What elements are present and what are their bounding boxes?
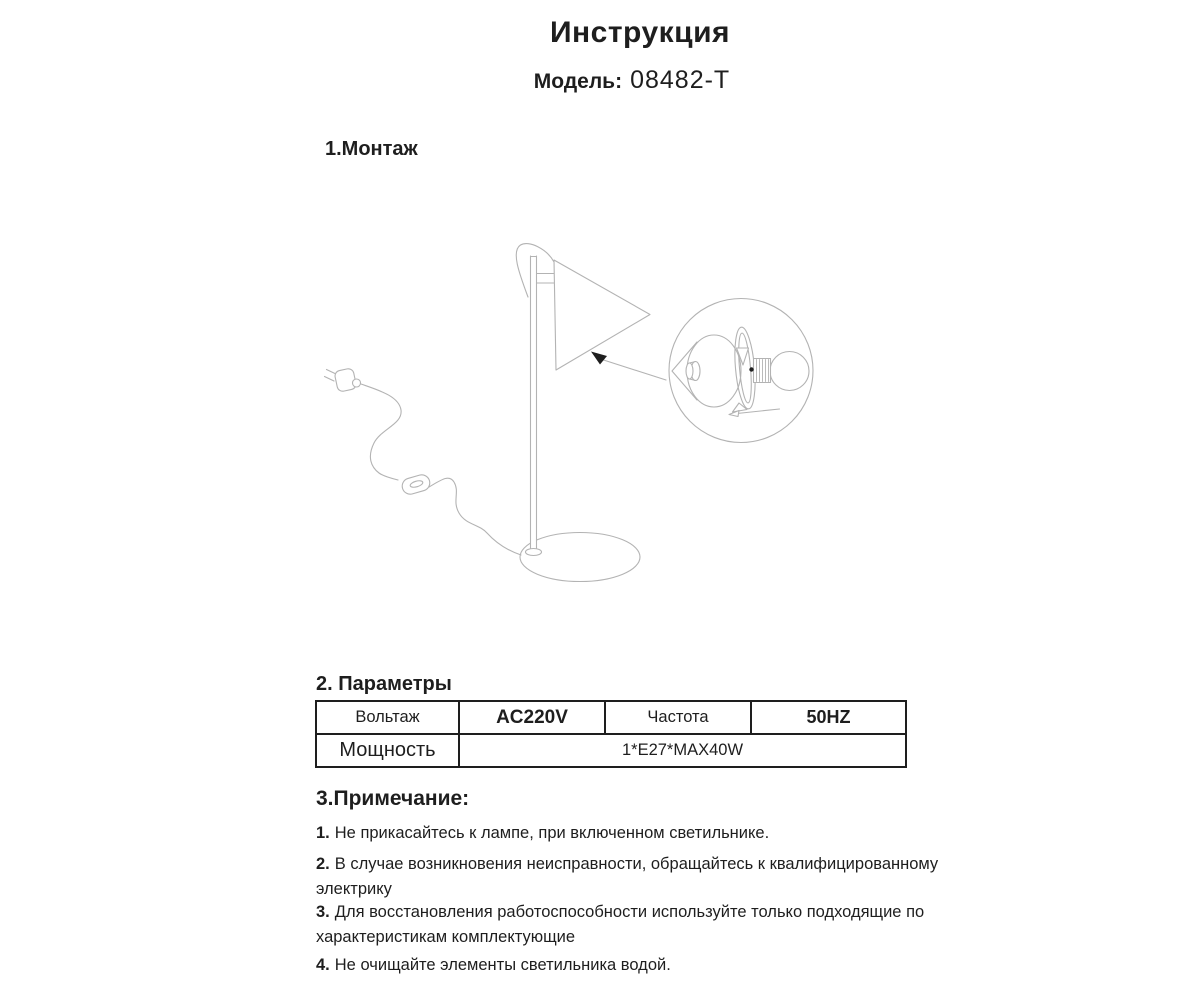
power-cord-lower [429,478,521,555]
lamp-assembly-diagram [300,225,860,605]
note-line: 4. Не очищайте элементы светильника водой. [316,956,671,974]
model-number: 08482-T [630,66,731,94]
inline-switch-icon [400,473,431,496]
params-row-voltage [316,701,906,734]
model-label: Модель: [533,70,623,93]
power-value: 1*E27*MAX40W [459,734,906,767]
frequency-label: Частота [605,701,751,734]
note-item-1 [316,821,769,846]
params-row-power [316,734,906,767]
shade-bracket [537,274,554,284]
note-line: 3. Для восстановления работоспособности используйте только подходящие по [316,903,925,921]
power-cord [361,384,401,480]
pole-foot [526,549,542,556]
params-table [315,700,907,768]
model-line [64,64,1200,100]
voltage-value: AC220V [459,701,605,734]
callout-arrow [591,352,666,381]
voltage-label: Вольтаж [316,701,459,734]
note-line: 1. Не прикасайтесь к лампе, при включенном светильнике. [316,824,770,842]
note-item-2 [316,852,938,901]
note-item-4 [316,953,671,978]
page-title: Инструкция [549,16,731,49]
section-heading-montage: 1.Монтаж [325,138,418,160]
note-line: характеристикам комплектующие [316,927,576,946]
lamp-shade-icon [554,260,650,370]
note-item-3 [316,900,924,949]
section-heading-notes: 3.Примечание: [316,787,470,810]
section-heading-params: 2. Параметры [316,673,452,695]
note-line: электрику [316,879,392,898]
power-plug-icon [325,368,361,392]
lamp-pole [531,256,537,550]
frequency-value: 50HZ [751,701,906,734]
power-label: Мощность [316,734,459,767]
note-line: 2. В случае возникновения неисправности, обращайтесь к квалифицированному [316,855,939,873]
lamp-base [520,533,640,582]
